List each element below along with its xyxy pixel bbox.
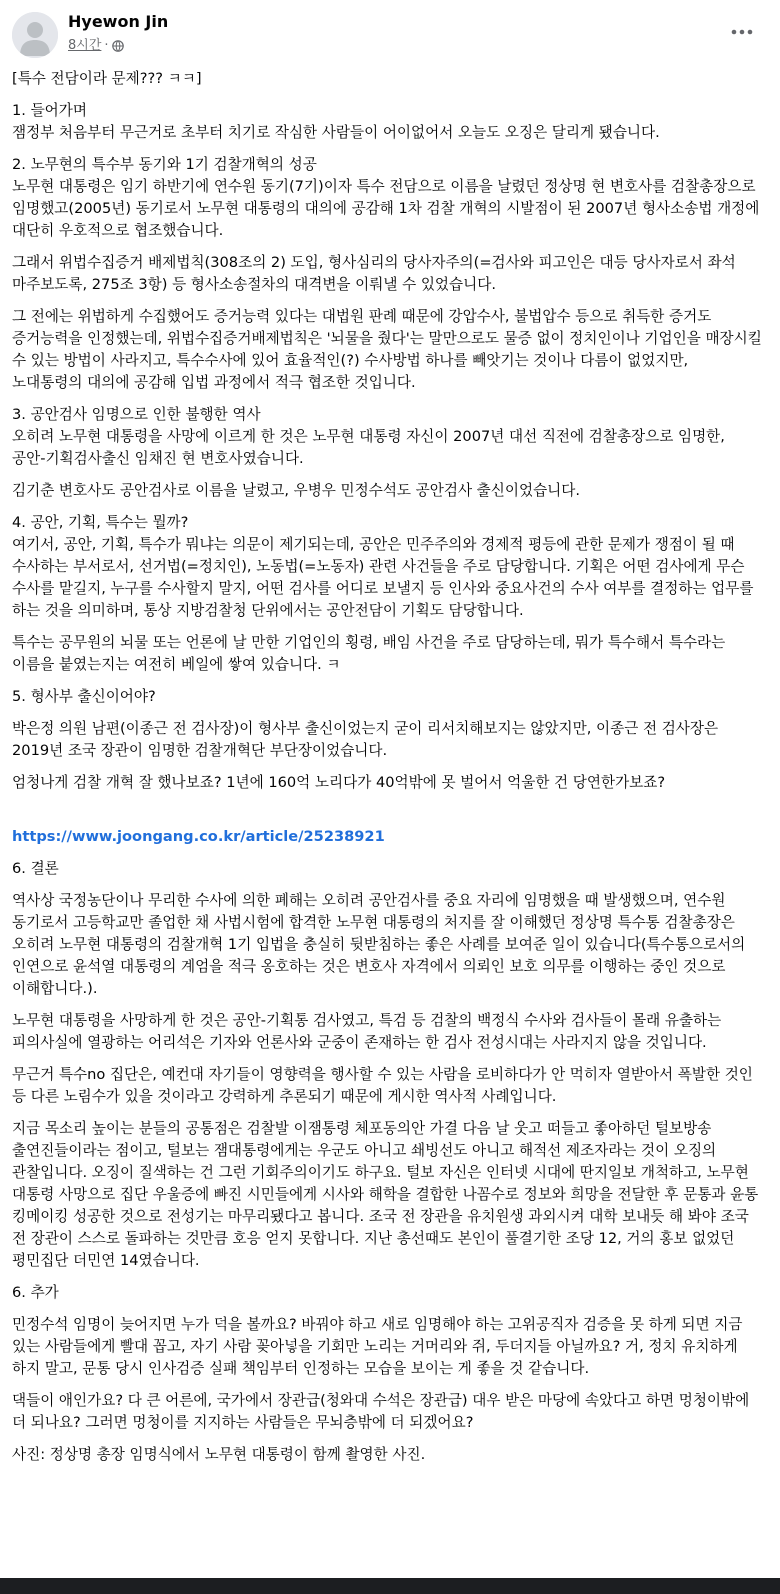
section-5-paragraph-2: 엄청나게 검찰 개혁 잘 했나보죠? 1년에 160억 노리다가 40억밖에 못 벌어서 억울한 건 당연한가보죠? — [12, 774, 666, 791]
section-2-paragraph-2: 그래서 위법수집증거 배제법칙(308조의 2) 도입, 형사심리의 당사자주의(=검사와 피고인은 대등 당사자로서 좌석 마주보도록, 275조 3항) 등 형사소송절차의 대격변을 이뤄낼 수 있었습니다. — [12, 254, 736, 293]
section-3-paragraph-1: 3. 공안검사 임명으로 인한 불행한 역사 오히려 노무현 대통령을 사망에 이르게 한 것은 노무현 대통령 자신이 2007년 대선 직전에 검찰총장으로 임명한, 공안-기획검사출신 임채진 현 변호사였습니다. — [12, 406, 725, 467]
more-options-icon — [731, 29, 753, 35]
section-6-paragraph-1: 역사상 국정농단이나 무리한 수사에 의한 폐해는 오히려 공안검사를 중요 자리에 임명했을 때 발생했으며, 연수원 동기로서 고등학교만 졸업한 채 사법시험에 합격한 노무현 대통령의 처지를 잘 이해했던 정상명 특수통 검찰총장은 오히려 노무현 대통령의 검찰개혁 1기 입법을 충실히 뒷받침하는 좋은 사례를 보여준 일이 있습니다(특수통으로서의 인연으로 윤석열 대통령의 계엄을 적극 옹호하는 것은 변호사 자격에서 의뢰인 보호 의무를 이행하는 중인 것으로 이해합니다.). — [12, 892, 746, 997]
section-7-paragraph-2: 댁들이 애인가요? 다 큰 어른에, 국가에서 장관급(청와대 수석은 장관급) 대우 받은 마당에 속았다고 하면 멍청이밖에 더 되나요? 그러면 멍청이를 지지하는 사람들은 무뇌층밖에 더 되겠어요? — [12, 1392, 750, 1431]
section-6-paragraph-4: 지금 목소리 높이는 분들의 공통점은 검찰발 이잼통령 체포동의안 가결 다음 날 웃고 떠들고 좋아하던 털보방송 출연진들이라는 점이고, 털보는 잼대통령에게는 우군도 아니고 쇄빙선도 아니고 해적선 제조자라는 것이 오징의 관찰입니다. 오징이 질색하는 건 그런 기회주의이기도 하구요. 털보 자신은 인터넷 시대에 딴지일보 개척하고, 노무현 대통령 사망으로 집단 우울증에 빠진 시민들에게 시사와 해학을 결합한 나꼼수로 정보와 희망을 전달한 후 문통과 윤통 킹메이킹 성공한 것으로 전성기는 마무리됐다고 봅니다. 조국 전 장관을 유치원생 과외시켜 대학 보내듯 해 봐야 조국 전 장관이 스스로 돌파하는 것만큼 호응 얻지 못합니다. 지난 총선때도 본인이 풀결기한 조당 12, 거의 홍보 없었던 평민집단 더민연 14였습니다. — [12, 1120, 759, 1269]
photo-caption: 사진: 정상명 총장 임명식에서 노무현 대통령이 함께 촬영한 사진. — [12, 1446, 426, 1463]
section-5-heading: 5. 형사부 출신이어야? — [12, 688, 156, 705]
section-3-paragraph-2: 김기춘 변호사도 공안검사로 이름을 날렸고, 우병우 민정수석도 공안검사 출신이었습니다. — [12, 482, 581, 499]
post-header — [0, 0, 780, 64]
section-5-paragraph-1: 박은정 의원 남편(이종근 전 검사장)이 형사부 출신이었는지 굳이 리서치해보지는 않았지만, 이종근 전 검사장은 2019년 조국 장관이 임명한 검찰개혁단 부단장이었습니다. — [12, 720, 719, 759]
section-2-paragraph-3: 그 전에는 위법하게 수집했어도 증거능력 있다는 대법원 판례 때문에 강압수사, 불법압수 등으로 취득한 증거도 증거능력을 인정했는데, 위법수집증거배제법칙은 '뇌물을 줬다'는 말만으로도 물증 없이 정치인이나 기업인을 매장시킬 수 있는 방법이 사라지고, 특수수사에 있어 효율적인(?) 수사방법 하나를 빼앗기는 것이나 다름이 없었지만, 노대통령의 대의에 공감해 입법 과정에서 적극 협조한 것입니다. — [12, 308, 762, 391]
photo-preview-edge — [0, 1578, 780, 1594]
author-name[interactable]: Hyewon Jin — [68, 12, 169, 31]
section-6-heading: 6. 결론 — [12, 860, 59, 877]
section-6-paragraph-3: 무근거 특수no 집단은, 예컨대 자기들이 영향력을 행사할 수 있는 사람을 로비하다가 안 먹히자 열받아서 폭발한 것인 등 다른 노림수가 있을 것이라고 강력하게 추론되기 때문에 게시한 역사적 사례입니다. — [12, 1066, 753, 1105]
section-4-paragraph-1: 4. 공안, 기획, 특수는 뭘까? 여기서, 공안, 기획, 특수가 뭐냐는 의문이 제기되는데, 공안은 민주주의와 경제적 평등에 관한 문제가 쟁점이 될 때 수사하는 부서로서, 선거법(=정치인), 노동법(=노동자) 관련 사건들을 주로 담당합니다. 기획은 어떤 검사에게 무슨 수사를 맡길지, 누구를 수사할지 말지, 어떤 검사를 어디로 보낼지 등 인사와 중요사건의 수사 여부를 결정하는 업무를 하는 것을 의미하며, 통상 지방검찰청 단위에서는 공안전담이 기획도 담당합니다. — [12, 514, 754, 619]
section-4-paragraph-2: 특수는 공무원의 뇌물 또는 언론에 날 만한 기업인의 횡령, 배임 사건을 주로 담당하는데, 뭐가 특수해서 특수라는 이름을 붙였는지는 여전히 베일에 쌓여 있습니다. ㅋ — [12, 634, 726, 673]
post-meta — [68, 37, 124, 55]
article-link[interactable]: https://www.joongang.co.kr/article/25238921 — [12, 828, 385, 845]
globe-icon-svg — [112, 40, 124, 52]
default-avatar-icon[interactable] — [12, 12, 58, 58]
section-7-heading: 6. 추가 — [12, 1284, 59, 1301]
post-title-line: [특수 전담이라 문제??? ㅋㅋ] — [12, 70, 202, 87]
more-options-button[interactable] — [726, 18, 758, 46]
section-6-paragraph-2: 노무현 대통령을 사망하게 한 것은 공안-기획통 검사였고, 특검 등 검찰의 백정식 수사와 검사들이 몰래 유출하는 피의사실에 열광하는 어리석은 기자와 언론사와 군중이 존재하는 한 검사 전성시대는 사라지지 않을 것입니다. — [12, 1012, 722, 1051]
article-link-line — [12, 804, 762, 848]
globe-icon[interactable] — [112, 40, 124, 52]
section-7-paragraph-1: 민정수석 임명이 늦어지면 누가 덕을 볼까요? 바꿔야 하고 새로 임명해야 하는 고위공직자 검증을 못 하게 되면 지금 있는 사람들에게 빨대 꼽고, 자기 사람 꽂아넣을 기회만 노리는 거머리와 쥐, 두더지들 아닐까요? 거, 정치 유치하게 하지 말고, 문통 당시 인사검증 실패 책임부터 인정하는 모습을 보이는 게 좋을 것 같습니다. — [12, 1316, 743, 1377]
post-timestamp[interactable]: 8시간 — [68, 38, 102, 53]
meta-separator: · — [104, 38, 109, 53]
avatar-silhouette — [12, 12, 58, 58]
post-body — [12, 68, 762, 1476]
section-2-paragraph-1: 2. 노무현의 특수부 동기와 1기 검찰개혁의 성공 노무현 대통령은 임기 하반기에 연수원 동기(7기)이자 특수 전담으로 이름을 날렸던 정상명 현 변호사를 검찰총장으로 임명했고(2005년) 동기로서 노무현 대통령의 대의에 공감해 1차 검찰 개혁의 시발점이 된 2007년 형사소송법 개정에 대단히 우호적으로 협조했습니다. — [12, 156, 760, 239]
section-intro: 1. 들어가며 잼정부 처음부터 무근거로 초부터 치기로 작심한 사람들이 어이없어서 오늘도 오징은 달리게 됐습니다. — [12, 102, 660, 141]
